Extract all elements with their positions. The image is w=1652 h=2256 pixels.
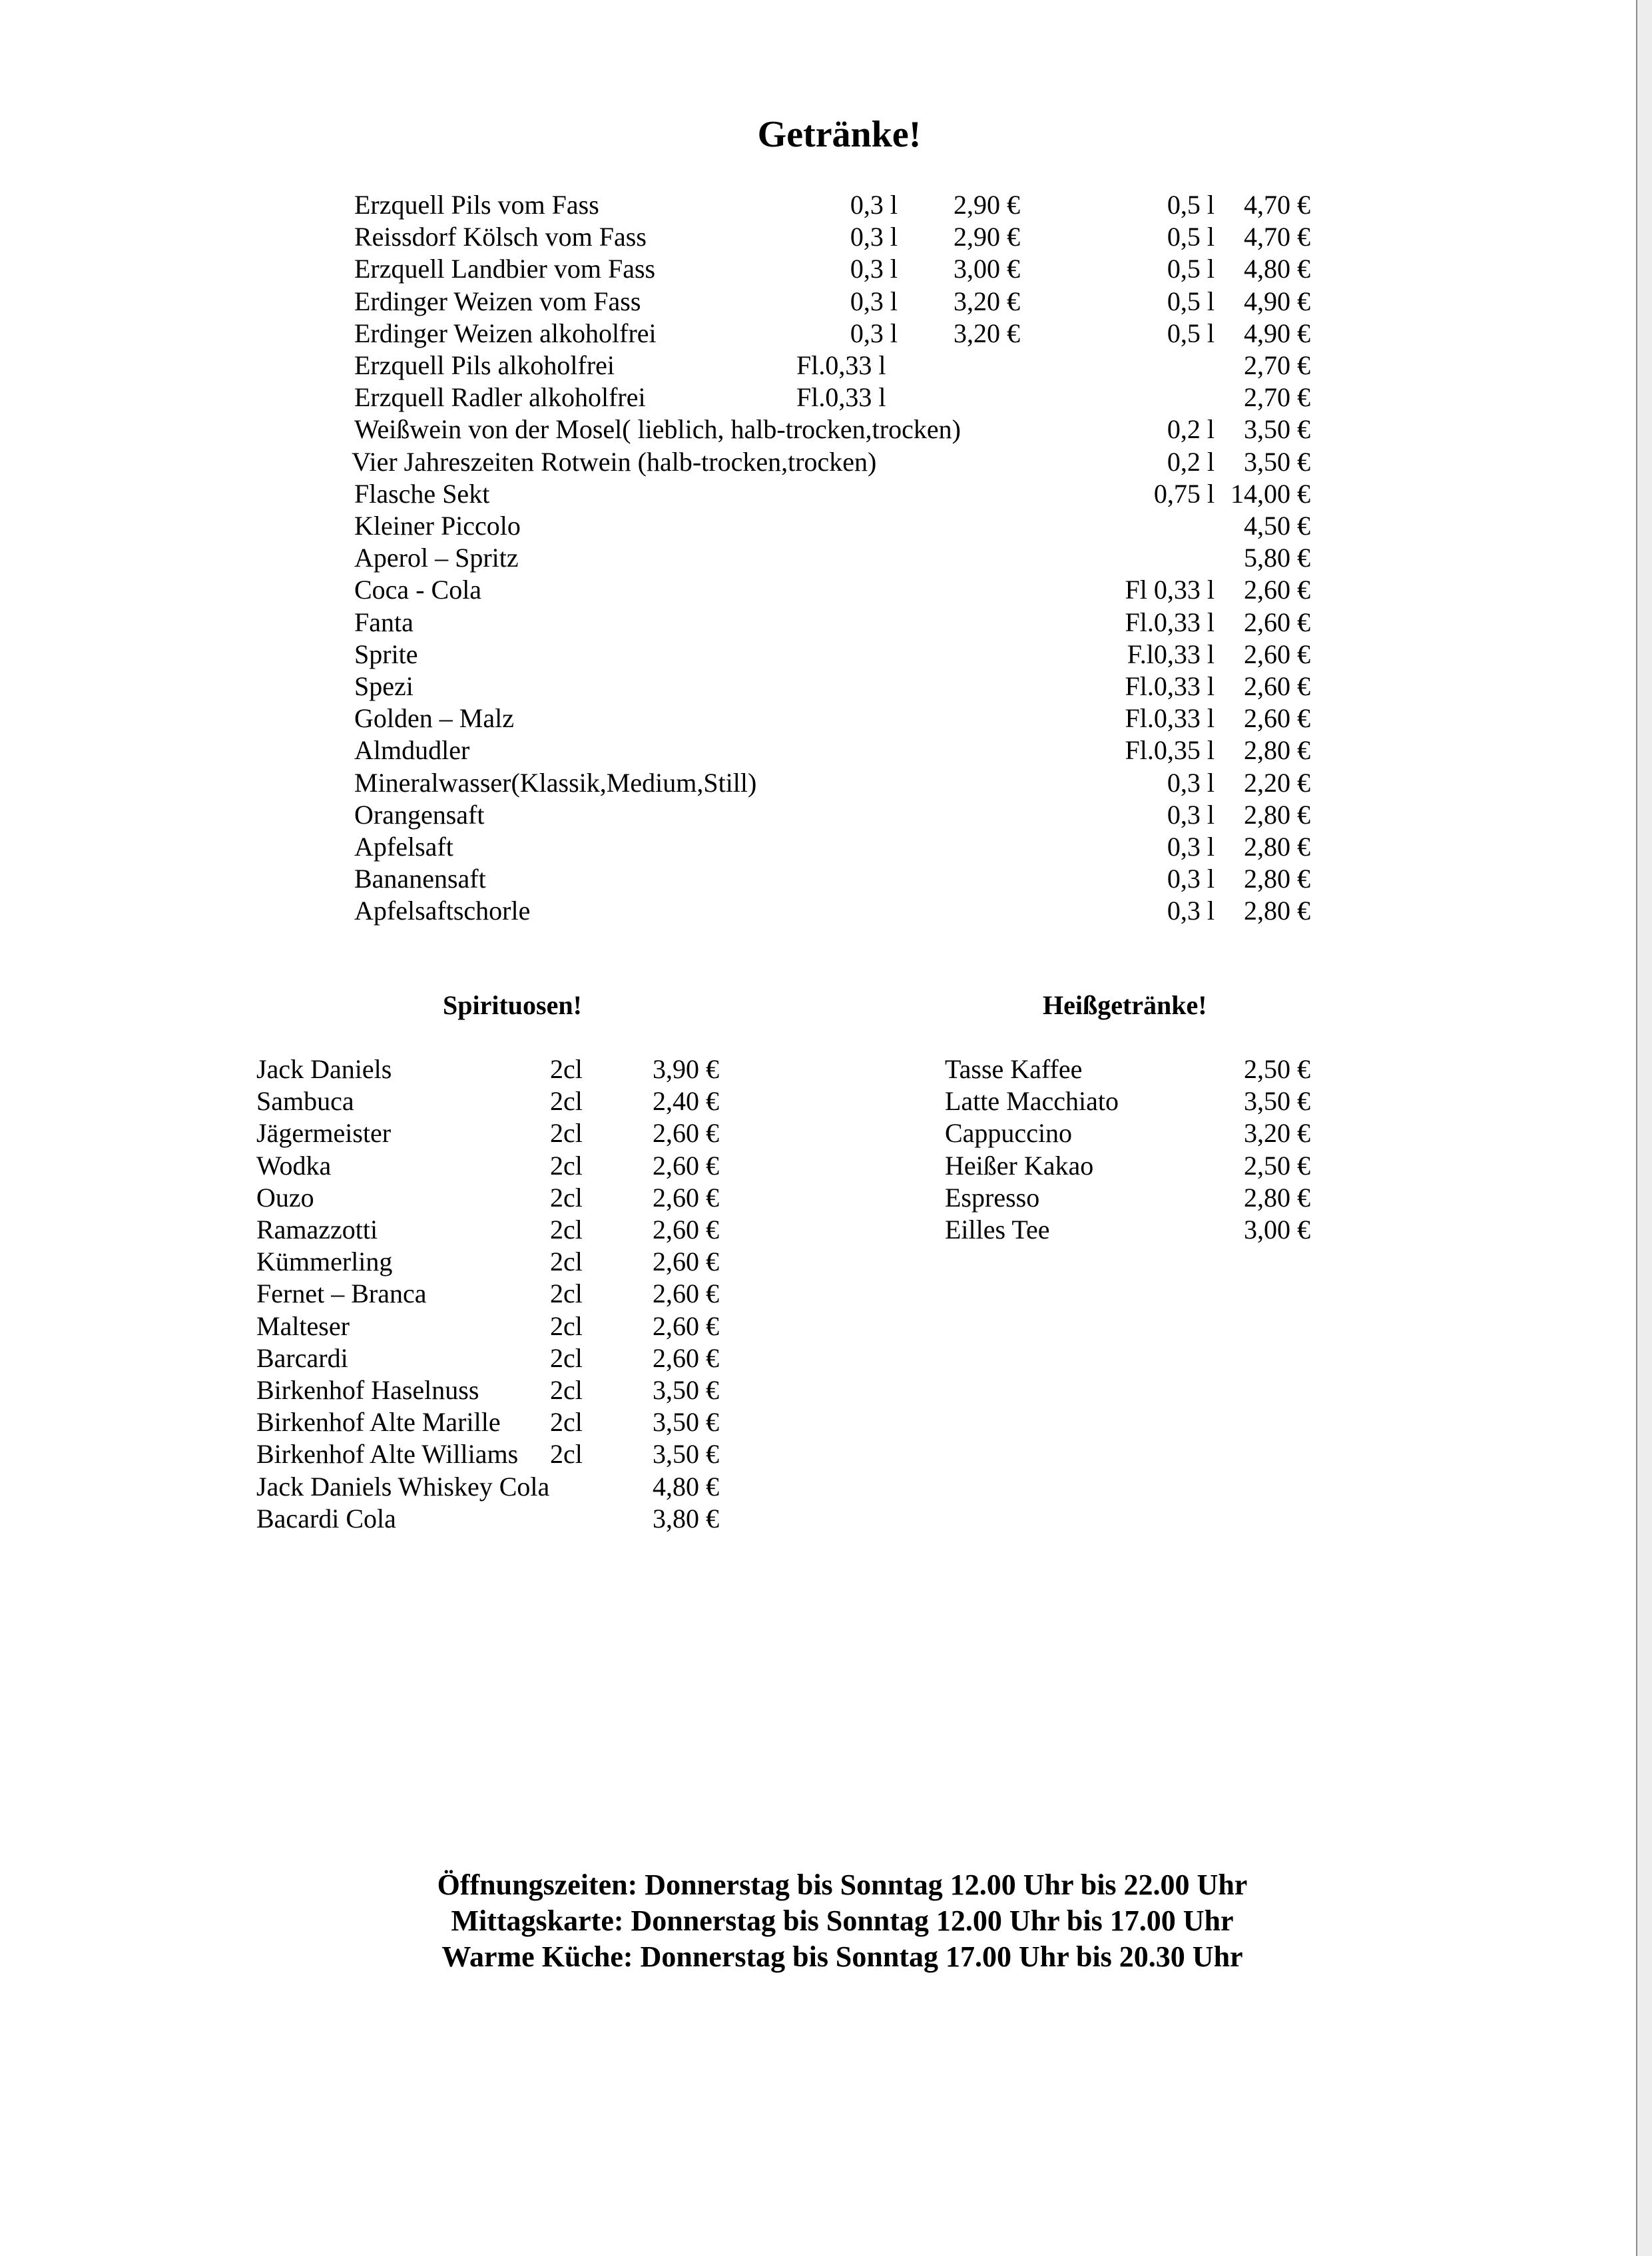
spirit-size: 2cl [550, 1310, 583, 1341]
hot-drink-name: Tasse Kaffee [945, 1054, 1083, 1084]
spirit-price: 3,90 € [653, 1054, 719, 1084]
drink-price-large: 2,20 € [1244, 767, 1310, 798]
spirit-size: 2cl [550, 1375, 583, 1405]
spirit-size: 2cl [550, 1278, 583, 1309]
drink-size-large: 0,3 l [1167, 799, 1215, 830]
hot-drink-name: Cappuccino [945, 1118, 1073, 1149]
drink-name: Almdudler [354, 735, 470, 766]
hot-drink-name: Latte Macchiato [945, 1086, 1119, 1117]
drink-price-small: 2,90 € [954, 190, 1020, 220]
drink-price-large: 2,60 € [1244, 639, 1310, 669]
drink-size-large: 0,5 l [1167, 254, 1215, 284]
drink-price-large: 2,80 € [1244, 864, 1310, 894]
drink-bottle-size: Fl.0,33 l [796, 350, 886, 380]
page-title: Getränke! [757, 114, 922, 155]
spirit-name: Bacardi Cola [256, 1503, 396, 1534]
drink-name: Bananensaft [354, 864, 486, 894]
spirit-size: 2cl [550, 1247, 583, 1277]
drink-size-large: 0,3 l [1167, 864, 1215, 894]
drink-size-large: 0,5 l [1167, 318, 1215, 348]
hot-drink-name: Espresso [945, 1182, 1040, 1213]
spirit-size: 2cl [550, 1086, 583, 1117]
drink-price-large: 2,70 € [1244, 382, 1310, 413]
drink-size-large: Fl.0,33 l [1125, 607, 1215, 637]
drink-price-large: 4,50 € [1244, 511, 1310, 541]
drink-size-large: Fl.0,33 l [1125, 671, 1215, 701]
spirit-price: 4,80 € [653, 1471, 719, 1502]
drink-name: Erzquell Pils vom Fass [354, 190, 599, 220]
drink-name: Vier Jahreszeiten Rotwein (halb-trocken,trocken) [352, 446, 877, 477]
opening-hours-line: Öffnungszeiten: Donnerstag bis Sonntag 12.00 Uhr bis 22.00 Uhr [437, 1868, 1248, 1901]
drink-size-large: 0,5 l [1167, 286, 1215, 316]
drink-name: Weißwein von der Mosel( lieblich, halb-trocken,trocken) [354, 414, 961, 445]
drink-price-large: 2,60 € [1244, 671, 1310, 701]
drink-name: Mineralwasser(Klassik,Medium,Still) [354, 767, 757, 798]
drink-size-small: 0,3 l [850, 318, 898, 348]
spirit-size: 2cl [550, 1407, 583, 1438]
drink-size-large: F.l0,33 l [1127, 639, 1215, 669]
drink-price-small: 2,90 € [954, 222, 1020, 252]
spirit-name: Birkenhof Alte Marille [256, 1407, 501, 1438]
drink-price-large: 4,90 € [1244, 318, 1310, 348]
drink-bottle-size: Fl.0,33 l [796, 382, 886, 413]
spirit-name: Jägermeister [256, 1118, 392, 1149]
drink-price-large: 4,90 € [1244, 286, 1310, 316]
spirit-price: 3,50 € [653, 1375, 719, 1405]
drink-price-large: 3,50 € [1244, 414, 1310, 445]
spirit-name: Jack Daniels [256, 1054, 392, 1084]
drink-price-large: 2,80 € [1244, 799, 1310, 830]
drink-size-large: 0,2 l [1167, 414, 1215, 445]
drink-name: Apfelsaft [354, 832, 453, 862]
spirit-name: Birkenhof Alte Williams [256, 1439, 519, 1470]
spirit-price: 2,60 € [653, 1247, 719, 1277]
drink-price-large: 2,70 € [1244, 350, 1310, 380]
spirit-price: 2,60 € [653, 1278, 719, 1309]
spirit-price: 2,60 € [653, 1150, 719, 1181]
drink-size-large: Fl.0,35 l [1125, 735, 1215, 766]
drink-size-large: 0,2 l [1167, 446, 1215, 477]
drink-price-small: 3,20 € [954, 286, 1020, 316]
hot-drink-price: 3,50 € [1244, 1086, 1310, 1117]
spirit-name: Kümmerling [256, 1247, 393, 1277]
drink-name: Erdinger Weizen vom Fass [354, 286, 641, 316]
kitchen-hours-line: Warme Küche: Donnerstag bis Sonntag 17.00 Uhr bis 20.30 Uhr [441, 1940, 1243, 1973]
drink-name: Orangensaft [354, 799, 485, 830]
hot-drink-price: 2,80 € [1244, 1182, 1310, 1213]
drink-name: Kleiner Piccolo [354, 511, 521, 541]
spirit-price: 3,80 € [653, 1503, 719, 1534]
drink-name: Aperol – Spritz [354, 543, 519, 573]
drink-size-small: 0,3 l [850, 190, 898, 220]
drink-size-large: 0,3 l [1167, 767, 1215, 798]
drink-size-small: 0,3 l [850, 254, 898, 284]
drink-size-large: Fl.0,33 l [1125, 703, 1215, 734]
hot-drink-name: Heißer Kakao [945, 1150, 1094, 1181]
spirit-size: 2cl [550, 1215, 583, 1245]
drink-price-large: 2,80 € [1244, 735, 1310, 766]
drink-price-small: 3,20 € [954, 318, 1020, 348]
spirit-name: Ouzo [256, 1182, 314, 1213]
spirits-heading: Spirituosen! [443, 990, 582, 1020]
spirit-price: 2,60 € [653, 1215, 719, 1245]
drink-name: Spezi [354, 671, 413, 701]
drink-name: Golden – Malz [354, 703, 514, 734]
hot-drink-price: 3,00 € [1244, 1215, 1310, 1245]
hot-drink-price: 2,50 € [1244, 1150, 1310, 1181]
drink-size-large: 0,75 l [1153, 478, 1215, 509]
drink-name: Erzquell Landbier vom Fass [354, 254, 656, 284]
drink-name: Coca - Cola [354, 575, 482, 605]
lunch-hours-line: Mittagskarte: Donnerstag bis Sonntag 12.00 Uhr bis 17.00 Uhr [451, 1904, 1234, 1937]
spirit-price: 3,50 € [653, 1407, 719, 1438]
opening-hours [0, 1867, 1652, 1975]
drink-name: Erzquell Pils alkoholfrei [354, 350, 615, 380]
spirit-size: 2cl [550, 1342, 583, 1373]
drink-name: Flasche Sekt [354, 478, 490, 509]
hot-drink-price: 3,20 € [1244, 1118, 1310, 1149]
drink-size-large: 0,5 l [1167, 190, 1215, 220]
drink-size-large: Fl 0,33 l [1125, 575, 1215, 605]
spirit-name: Malteser [256, 1310, 350, 1341]
drink-price-large: 2,60 € [1244, 703, 1310, 734]
drink-price-large: 4,70 € [1244, 222, 1310, 252]
spirit-price: 2,60 € [653, 1118, 719, 1149]
drink-price-large: 2,80 € [1244, 896, 1310, 926]
drink-price-large: 14,00 € [1231, 478, 1310, 509]
hot-drink-name: Eilles Tee [945, 1215, 1050, 1245]
spirit-size: 2cl [550, 1150, 583, 1181]
spirit-price: 2,60 € [653, 1310, 719, 1341]
drink-name: Erzquell Radler alkoholfrei [354, 382, 646, 413]
drink-price-small: 3,00 € [954, 254, 1020, 284]
drink-name: Apfelsaftschorle [354, 896, 531, 926]
drink-size-large: 0,3 l [1167, 896, 1215, 926]
drink-price-large: 2,60 € [1244, 575, 1310, 605]
spirit-name: Ramazzotti [256, 1215, 378, 1245]
drink-size-small: 0,3 l [850, 222, 898, 252]
spirit-size: 2cl [550, 1439, 583, 1470]
drink-price-large: 5,80 € [1244, 543, 1310, 573]
drink-name: Fanta [354, 607, 413, 637]
drink-size-small: 0,3 l [850, 286, 898, 316]
drink-name: Sprite [354, 639, 418, 669]
spirit-price: 2,60 € [653, 1342, 719, 1373]
drink-price-large: 2,80 € [1244, 832, 1310, 862]
hot-drink-price: 2,50 € [1244, 1054, 1310, 1084]
drink-price-large: 3,50 € [1244, 446, 1310, 477]
spirit-price: 2,40 € [653, 1086, 719, 1117]
hot-drinks-heading: Heißgetränke! [1043, 990, 1207, 1020]
spirit-size: 2cl [550, 1054, 583, 1084]
spirit-price: 3,50 € [653, 1439, 719, 1470]
spirit-name: Jack Daniels Whiskey Cola [256, 1471, 550, 1502]
spirit-size: 2cl [550, 1182, 583, 1213]
drink-price-large: 4,80 € [1244, 254, 1310, 284]
spirit-name: Sambuca [256, 1086, 354, 1117]
spirit-size: 2cl [550, 1118, 583, 1149]
spirit-name: Fernet – Branca [256, 1278, 427, 1309]
drink-name: Reissdorf Kölsch vom Fass [354, 222, 647, 252]
drink-size-large: 0,5 l [1167, 222, 1215, 252]
drink-name: Erdinger Weizen alkoholfrei [354, 318, 657, 348]
spirit-price: 2,60 € [653, 1182, 719, 1213]
drink-price-large: 2,60 € [1244, 607, 1310, 637]
spirit-name: Birkenhof Haselnuss [256, 1375, 479, 1405]
spirit-name: Barcardi [256, 1342, 348, 1373]
drink-price-large: 4,70 € [1244, 190, 1310, 220]
spirit-name: Wodka [256, 1150, 332, 1181]
drink-size-large: 0,3 l [1167, 832, 1215, 862]
